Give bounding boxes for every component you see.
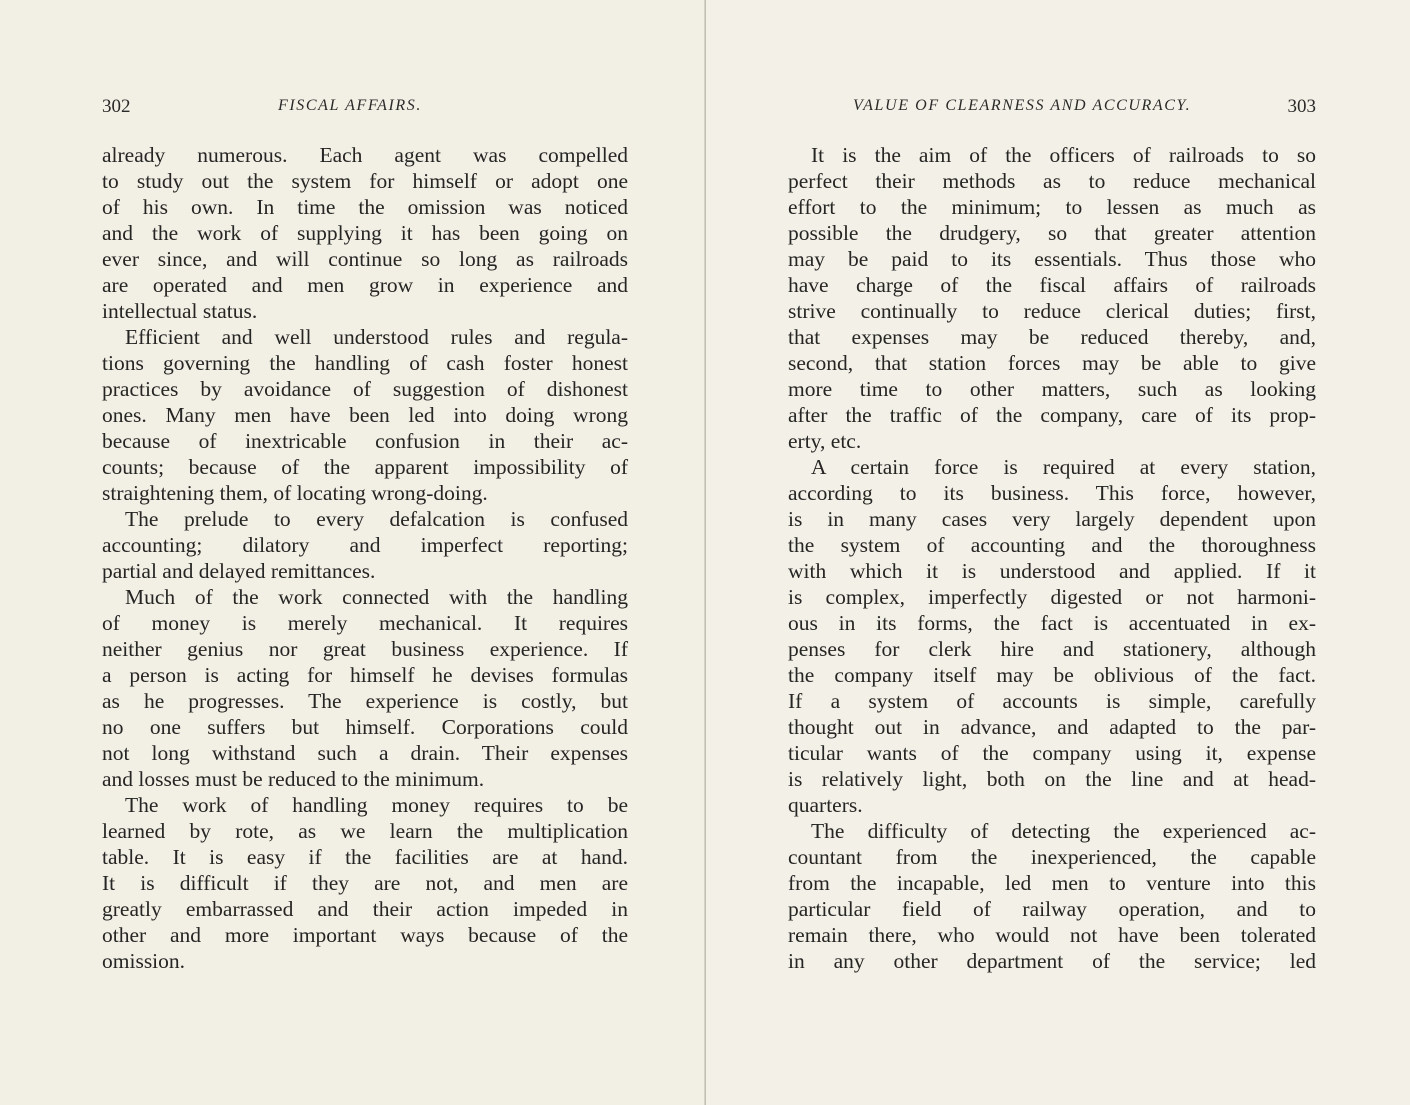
left-page-number: 302	[102, 96, 131, 117]
text-line: ous in its forms, the fact is accentuated in ex-	[788, 611, 1316, 635]
text-line: according to its business. This force, however,	[788, 481, 1316, 505]
text-line: intellectual status.	[102, 299, 258, 323]
text-line: counts; because of the apparent impossibility of	[102, 455, 628, 479]
text-line: as he progresses. The experience is costly, but	[102, 689, 628, 713]
right-running-head	[788, 96, 1316, 124]
right-body-text	[788, 142, 1316, 974]
text-line: erty, etc.	[788, 429, 862, 453]
left-running-title: FISCAL AFFAIRS.	[278, 97, 422, 114]
text-line: learned by rote, as we learn the multiplication	[102, 819, 628, 843]
text-line: perfect their methods as to reduce mechanical	[788, 169, 1316, 193]
text-line: omission.	[102, 949, 186, 973]
text-line: straightening them, of locating wrong-doing.	[102, 481, 488, 505]
text-line: not long withstand such a drain. Their expenses	[102, 741, 628, 765]
text-line: A certain force is required at every station,	[811, 455, 1316, 479]
text-line: in any other department of the service; led	[788, 949, 1316, 973]
text-line: because of inextricable confusion in their ac-	[102, 429, 628, 453]
text-line: the company itself may be oblivious of the fact.	[788, 663, 1316, 687]
text-line: The work of handling money requires to be	[125, 793, 628, 817]
text-line: and losses must be reduced to the minimum.	[102, 767, 485, 791]
text-line: penses for clerk hire and stationery, although	[788, 637, 1316, 661]
text-line: If a system of accounts is simple, carefully	[788, 689, 1316, 713]
text-line: is relatively light, both on the line and at head-	[788, 767, 1316, 791]
text-line: Efficient and well understood rules and regula-	[125, 325, 628, 349]
right-running-title: VALUE OF CLEARNESS AND ACCURACY.	[853, 97, 1192, 114]
left-running-head	[102, 96, 628, 124]
text-line: are operated and men grow in experience and	[102, 273, 628, 297]
text-line: accounting; dilatory and imperfect reporting;	[102, 533, 628, 557]
text-line: ones. Many men have been led into doing wrong	[102, 403, 628, 427]
text-line: particular field of railway operation, and to	[788, 897, 1316, 921]
text-line: Much of the work connected with the handling	[125, 585, 628, 609]
text-line: after the traffic of the company, care of its prop-	[788, 403, 1316, 427]
text-line: that expenses may be reduced thereby, and,	[788, 325, 1316, 349]
text-line: may be paid to its essentials. Thus those who	[788, 247, 1316, 271]
text-line: already numerous. Each agent was compelled	[102, 143, 628, 167]
right-page	[706, 0, 1410, 1105]
right-page-number: 303	[1287, 96, 1316, 117]
text-line: have charge of the fiscal affairs of railroads	[788, 273, 1316, 297]
text-line: greatly embarrassed and their action impeded in	[102, 897, 628, 921]
text-line: of his own. In time the omission was noticed	[102, 195, 628, 219]
text-line: thought out in advance, and adapted to the par-	[788, 715, 1316, 739]
text-line: partial and delayed remittances.	[102, 559, 376, 583]
text-line: strive continually to reduce clerical duties; first,	[788, 299, 1316, 323]
text-line: no one suffers but himself. Corporations could	[102, 715, 628, 739]
text-line: other and more important ways because of the	[102, 923, 628, 947]
text-line: The prelude to every defalcation is confused	[125, 507, 628, 531]
text-line: effort to the minimum; to lessen as much as	[788, 195, 1316, 219]
text-line: It is difficult if they are not, and men are	[102, 871, 628, 895]
text-line: from the incapable, led men to venture into this	[788, 871, 1316, 895]
text-line: neither genius nor great business experience. If	[102, 637, 628, 661]
text-line: possible the drudgery, so that greater attention	[788, 221, 1316, 245]
text-line: table. It is easy if the facilities are at hand.	[102, 845, 628, 869]
text-line: The difficulty of detecting the experienced ac-	[811, 819, 1316, 843]
text-line: and the work of supplying it has been going on	[102, 221, 628, 245]
text-line: second, that station forces may be able to give	[788, 351, 1316, 375]
text-line: a person is acting for himself he devises formulas	[102, 663, 628, 687]
text-line: the system of accounting and the thoroughness	[788, 533, 1316, 557]
text-line: countant from the inexperienced, the capable	[788, 845, 1316, 869]
text-line: remain there, who would not have been tolerated	[788, 923, 1316, 947]
text-line: to study out the system for himself or adopt one	[102, 169, 628, 193]
text-line: tions governing the handling of cash foster honest	[102, 351, 628, 375]
text-line: ever since, and will continue so long as railroads	[102, 247, 628, 271]
text-line: ticular wants of the company using it, expense	[788, 741, 1316, 765]
left-body-text	[102, 142, 628, 974]
text-line: more time to other matters, such as looking	[788, 377, 1316, 401]
text-line: is complex, imperfectly digested or not harmoni-	[788, 585, 1316, 609]
text-line: quarters.	[788, 793, 863, 817]
text-line: It is the aim of the officers of railroads to so	[811, 143, 1316, 167]
text-line: practices by avoidance of suggestion of dishonest	[102, 377, 628, 401]
text-line: is in many cases very largely dependent upon	[788, 507, 1316, 531]
text-line: of money is merely mechanical. It requires	[102, 611, 628, 635]
text-line: with which it is understood and applied. If it	[788, 559, 1316, 583]
